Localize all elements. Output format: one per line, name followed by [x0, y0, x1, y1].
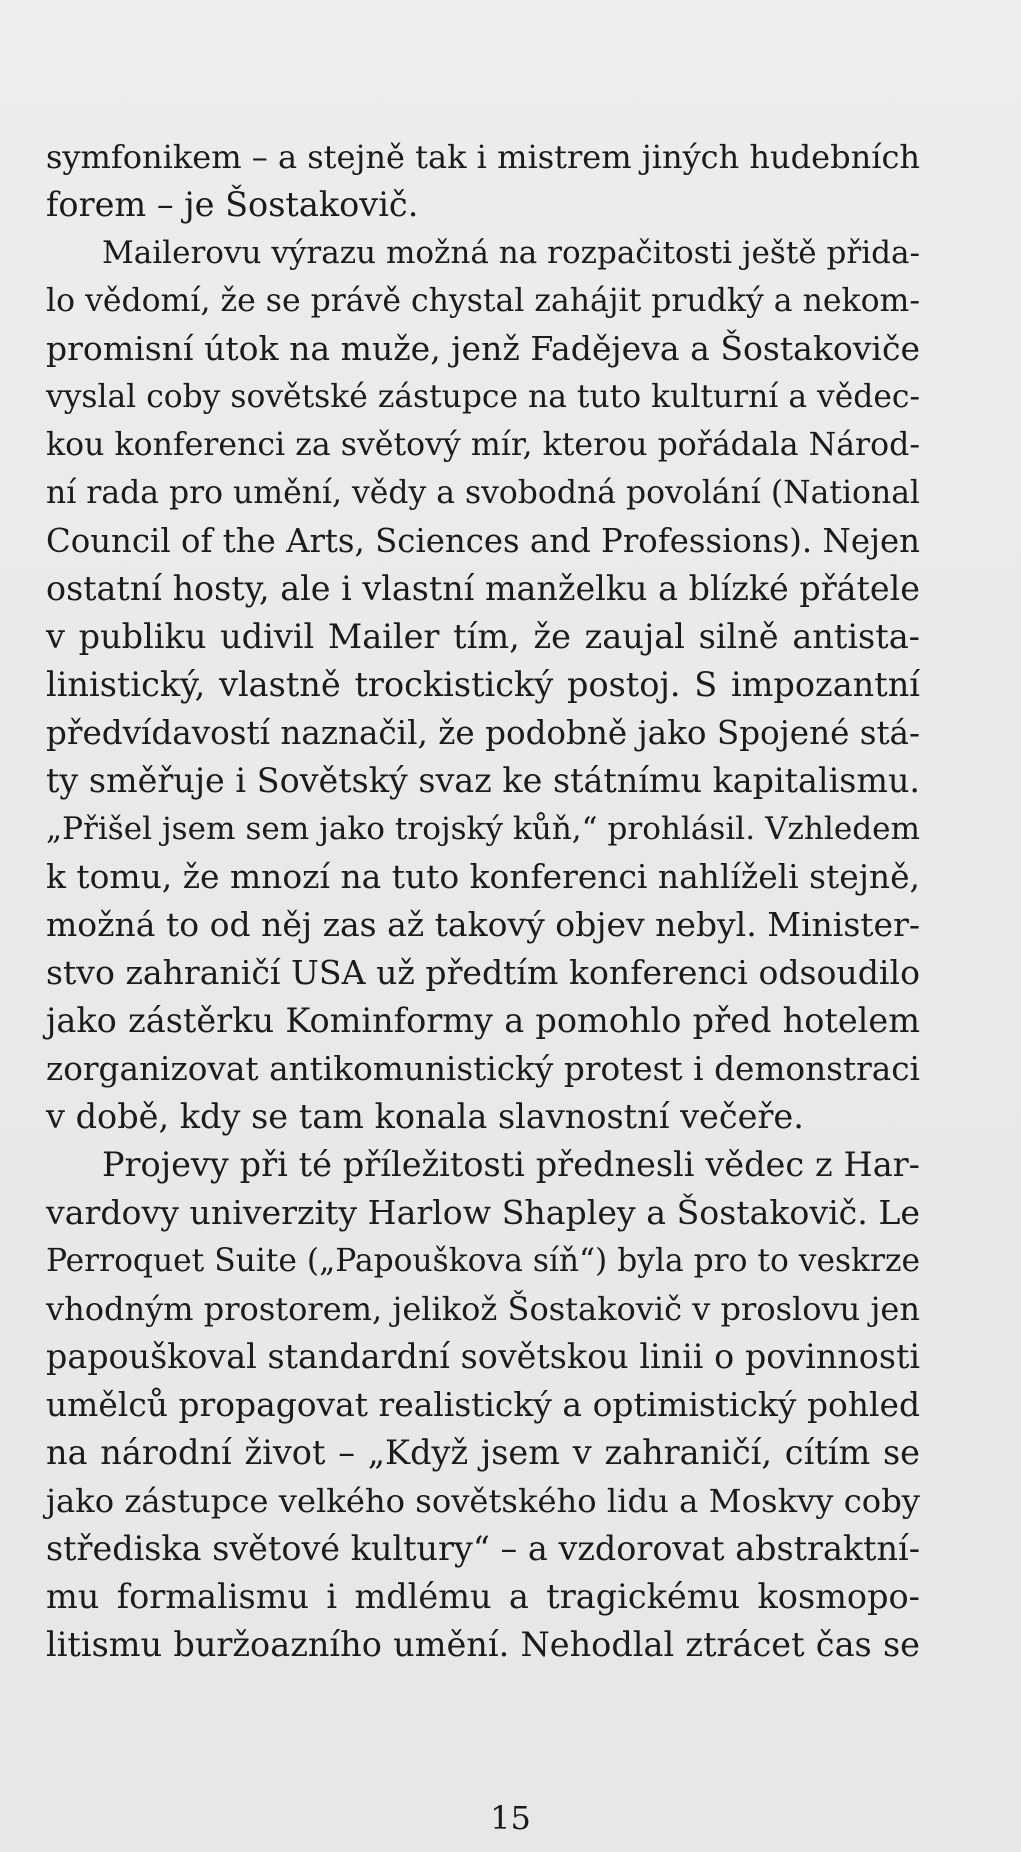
text-line: ní rada pro umění, vědy a svobodná povolání (National: [46, 475, 920, 511]
text-line: forem – je Šostakovič.: [46, 185, 419, 224]
text-line: lo vědomí, že se právě chystal zahájit prudký a nekom-: [46, 283, 920, 319]
text-line: stvo zahraničí USA už předtím konferenci odsoudilo: [46, 953, 920, 992]
text-line: na národní život – „Když jsem v zahraničí, cítím se: [46, 1433, 920, 1472]
text-line: „Přišel jsem sem jako trojský kůň,“ prohlásil. Vzhledem: [46, 811, 920, 847]
paragraph-start-line: Mailerovu výrazu možná na rozpačitosti ještě přida-: [102, 235, 920, 271]
text-line: k tomu, že mnozí na tuto konferenci nahlíželi stejně,: [46, 857, 920, 896]
text-line: ostatní hosty, ale i vlastní manželku a blízké přátele: [46, 569, 920, 608]
text-line: kou konferenci za světový mír, kterou pořádala Národ-: [46, 427, 920, 463]
text-line: promisní útok na muže, jenž Fadějeva a Šostakoviče: [46, 329, 920, 368]
text-line: umělců propagovat realistický a optimistický pohled: [46, 1385, 920, 1424]
text-line: jako zástěrku Kominformy a pomohlo před hotelem: [46, 1001, 920, 1040]
text-line: vyslal coby sovětské zástupce na tuto kulturní a vědec-: [46, 379, 920, 415]
text-line: v době, kdy se tam konala slavnostní večeře.: [46, 1097, 804, 1136]
text-line: Perroquet Suite („Papouškova síň“) byla pro to veskrze: [46, 1243, 920, 1279]
text-line: Council of the Arts, Sciences and Professions). Nejen: [46, 522, 920, 560]
body-text: [46, 133, 920, 1669]
text-line: možná to od něj zas až takový objev nebyl. Minister-: [46, 905, 920, 944]
text-line: mu formalismu i mdlému a tragickému kosmopo-: [46, 1577, 920, 1616]
page-number: 15: [490, 1799, 531, 1837]
text-line: střediska světové kultury“ – a vzdorovat abstraktní-: [46, 1529, 920, 1568]
text-line: litismu buržoazního umění. Nehodlal ztrácet čas se: [46, 1625, 920, 1664]
text-line: vhodným prostorem, jelikož Šostakovič v proslovu jen: [46, 1290, 920, 1328]
text-line: předvídavostí naznačil, že podobně jako Spojené stá-: [46, 714, 920, 752]
text-line: linistický, vlastně trockistický postoj. S impozantní: [46, 665, 920, 704]
text-line: vardovy univerzity Harlow Shapley a Šostakovič. Le: [46, 1193, 920, 1232]
text-line: ty směřuje i Sovětský svaz ke státnímu kapitalismu.: [46, 761, 920, 800]
text-line: v publiku udivil Mailer tím, že zaujal silně antista-: [46, 617, 920, 656]
paragraph-start-line: Projevy při té příležitosti přednesli vědec z Har-: [102, 1145, 920, 1184]
text-line: symfonikem – a stejně tak i mistrem jiných hudebních: [46, 138, 920, 176]
text-line: papouškoval standardní sovětskou linii o povinnosti: [46, 1337, 920, 1376]
text-line: zorganizovat antikomunistický protest i demonstraci: [46, 1050, 920, 1088]
text-line: jako zástupce velkého sovětského lidu a Moskvy coby: [46, 1482, 920, 1520]
